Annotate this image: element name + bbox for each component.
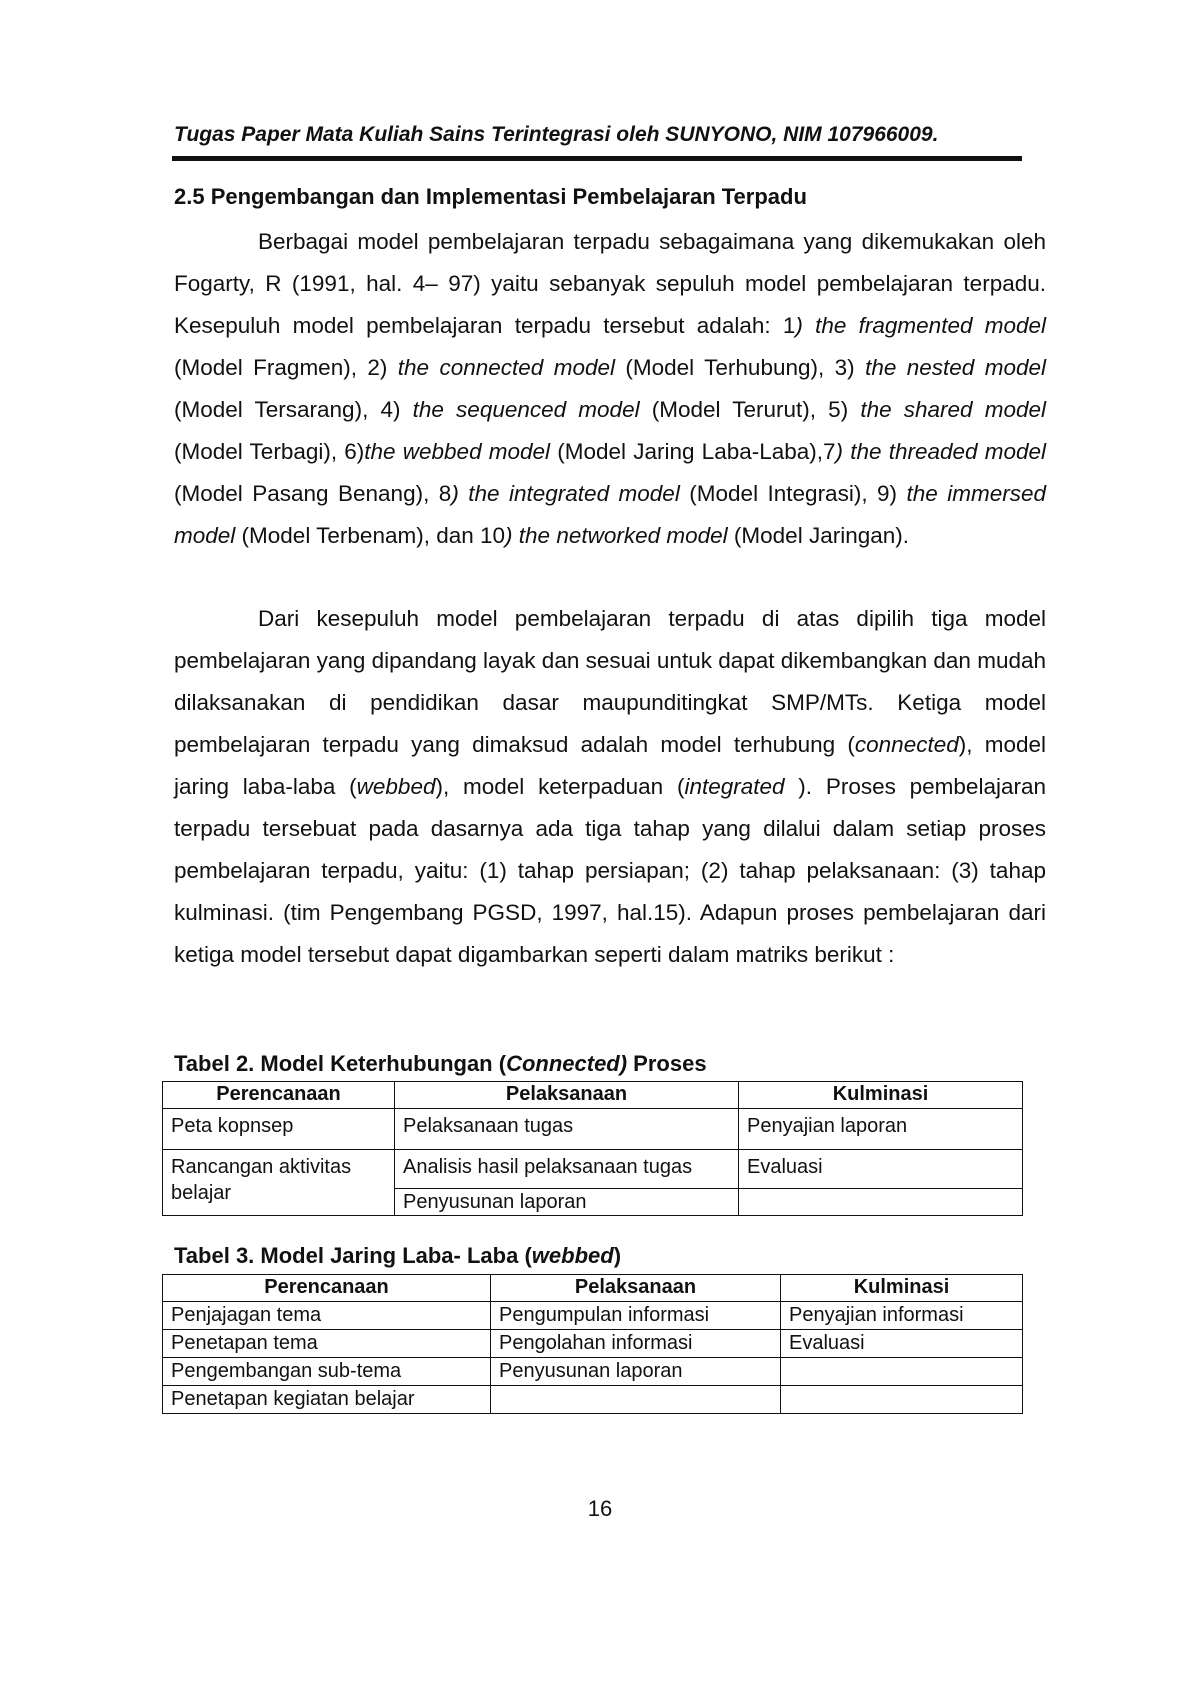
- table-cell: [781, 1386, 1023, 1414]
- model-7-name: ) the threaded model: [835, 439, 1046, 464]
- paragraph-2-text: [174, 598, 1046, 976]
- integrated-term: integrated: [684, 774, 785, 799]
- table-cell: Pengolahan informasi: [491, 1330, 781, 1358]
- table-cell: Evaluasi: [781, 1330, 1023, 1358]
- table-3-caption-post: ): [613, 1243, 622, 1268]
- table-cell: Penjajagan tema: [163, 1302, 491, 1330]
- paragraph-1-text: [174, 221, 1046, 557]
- model-6-name: the webbed model: [364, 439, 551, 464]
- header-perencanaan: Perencanaan: [163, 1082, 395, 1109]
- model-4-name: the sequenced model: [412, 397, 640, 422]
- table-cell: Pengumpulan informasi: [491, 1302, 781, 1330]
- table-cell: [491, 1386, 781, 1414]
- table-row: [163, 1386, 1023, 1414]
- table-2-caption-italic: Connected): [506, 1051, 628, 1076]
- table-2-caption: [174, 1051, 707, 1077]
- paragraph-selected-models: [174, 598, 1046, 976]
- header-kulminasi: Kulminasi: [739, 1082, 1023, 1109]
- table-cell: Penyajian informasi: [781, 1302, 1023, 1330]
- p1-text-9: (Model Integrasi), 9): [679, 481, 907, 506]
- p1-text-10: (Model Terbenam), dan 10: [235, 523, 506, 548]
- table-cell: Penyajian laporan: [739, 1109, 1023, 1150]
- table-cell: [739, 1189, 1023, 1216]
- page-number: 16: [587, 1496, 613, 1521]
- table-cell: Rancangan aktivitas belajar: [163, 1150, 395, 1216]
- table-cell: Pengembangan sub-tema: [163, 1358, 491, 1386]
- table-cell: Analisis hasil pelaksanaan tugas: [395, 1150, 739, 1189]
- p1-text-6: (Model Terbagi), 6): [174, 439, 365, 464]
- p1-text-3: (Model Terhubung), 3): [614, 355, 866, 380]
- header-perencanaan: Perencanaan: [163, 1275, 491, 1302]
- table-cell: Pelaksanaan tugas: [395, 1109, 739, 1150]
- table-cell: Penetapan kegiatan belajar: [163, 1386, 491, 1414]
- connected-term: connected: [854, 732, 959, 757]
- paragraph-models: [174, 221, 1046, 557]
- p2-text-1: Dari kesepuluh model pembelajaran terpadu di atas dipilih tiga model pembelajaran yang dipandang layak dan sesuai untuk dapat dikembangkan dan mudah dilaksanakan di pendidikan dasar maupunditingkat SMP/MTs. Ketiga model pembelajaran terpadu yang dimaksud adalah model terhubung (: [174, 606, 1046, 757]
- table-cell: Penyusunan laporan: [395, 1189, 739, 1216]
- p1-text-1: Berbagai model pembelajaran terpadu sebagaimana yang dikemukakan oleh Fogarty, R (1991, hal. 4– 97) yaitu sebanyak sepuluh model pembelajaran terpadu. Kesepuluh model pembelajaran terpadu tersebut adalah: 1: [174, 229, 1046, 338]
- table-3-caption-italic: webbed: [531, 1243, 614, 1268]
- header-pelaksanaan: Pelaksanaan: [491, 1275, 781, 1302]
- table-row: [163, 1109, 1023, 1150]
- section-title: 2.5 Pengembangan dan Implementasi Pembelajaran Terpadu: [174, 184, 807, 209]
- p1-text-4: (Model Tersarang), 4): [174, 397, 413, 422]
- p1-text-8: (Model Pasang Benang), 8: [174, 481, 452, 506]
- model-1-name: ) the fragmented model: [795, 313, 1046, 338]
- table-row: [163, 1150, 1023, 1189]
- header-pelaksanaan: Pelaksanaan: [395, 1082, 739, 1109]
- table-3-caption: [174, 1243, 621, 1269]
- webbed-term: webbed: [356, 774, 436, 799]
- table-row: [163, 1358, 1023, 1386]
- table-cell: Penyusunan laporan: [491, 1358, 781, 1386]
- p2-text-4: ). Proses pembelajaran terpadu tersebuat pada dasarnya ada tiga tahap yang dilalui dalam setiap proses pembelajaran terpadu, yaitu: (1) tahap persiapan; (2) tahap pelaksanaan: (3) tahap kulminasi. (tim Pengembang PGSD, 1997, hal.15). Adapun proses pembelajaran dari ketiga model tersebut dapat digambarkan seperti dalam matriks berikut :: [174, 774, 1046, 967]
- model-9-name: the immersed model: [174, 481, 1047, 548]
- table-2-caption-pre: Tabel 2. Model Keterhubungan (: [174, 1051, 507, 1076]
- page-header: Tugas Paper Mata Kuliah Sains Terintegrasi oleh SUNYONO, NIM 107966009.: [174, 123, 939, 146]
- p1-text-11: (Model Jaringan).: [727, 523, 910, 548]
- model-10-name: ) the networked model: [505, 523, 728, 548]
- table-header-row: [163, 1275, 1023, 1302]
- table-connected-model: [162, 1081, 1023, 1216]
- p1-text-2: (Model Fragmen), 2): [174, 355, 398, 380]
- model-8-name: ) the integrated model: [451, 481, 680, 506]
- p2-text-3: ), model keterpaduan (: [435, 774, 685, 799]
- header-rule: [172, 156, 1022, 161]
- table-row: [163, 1302, 1023, 1330]
- table-2-caption-post: Proses: [627, 1051, 707, 1076]
- p1-text-5: (Model Terurut), 5): [639, 397, 861, 422]
- table-cell: Penetapan tema: [163, 1330, 491, 1358]
- p2-text-2: ), model jaring laba-laba (: [174, 732, 1046, 799]
- table-webbed-model: [162, 1274, 1023, 1414]
- model-2-name: the connected model: [397, 355, 615, 380]
- table-cell: Peta kopnsep: [163, 1109, 395, 1150]
- table-row: [163, 1330, 1023, 1358]
- model-3-name: the nested model: [865, 355, 1046, 380]
- model-5-name: the shared model: [860, 397, 1047, 422]
- table-header-row: [163, 1082, 1023, 1109]
- table-cell: [781, 1358, 1023, 1386]
- table-cell: Evaluasi: [739, 1150, 1023, 1189]
- p1-text-7: (Model Jaring Laba-Laba),7: [550, 439, 836, 464]
- table-3-caption-pre: Tabel 3. Model Jaring Laba- Laba (: [174, 1243, 532, 1268]
- header-kulminasi: Kulminasi: [781, 1275, 1023, 1302]
